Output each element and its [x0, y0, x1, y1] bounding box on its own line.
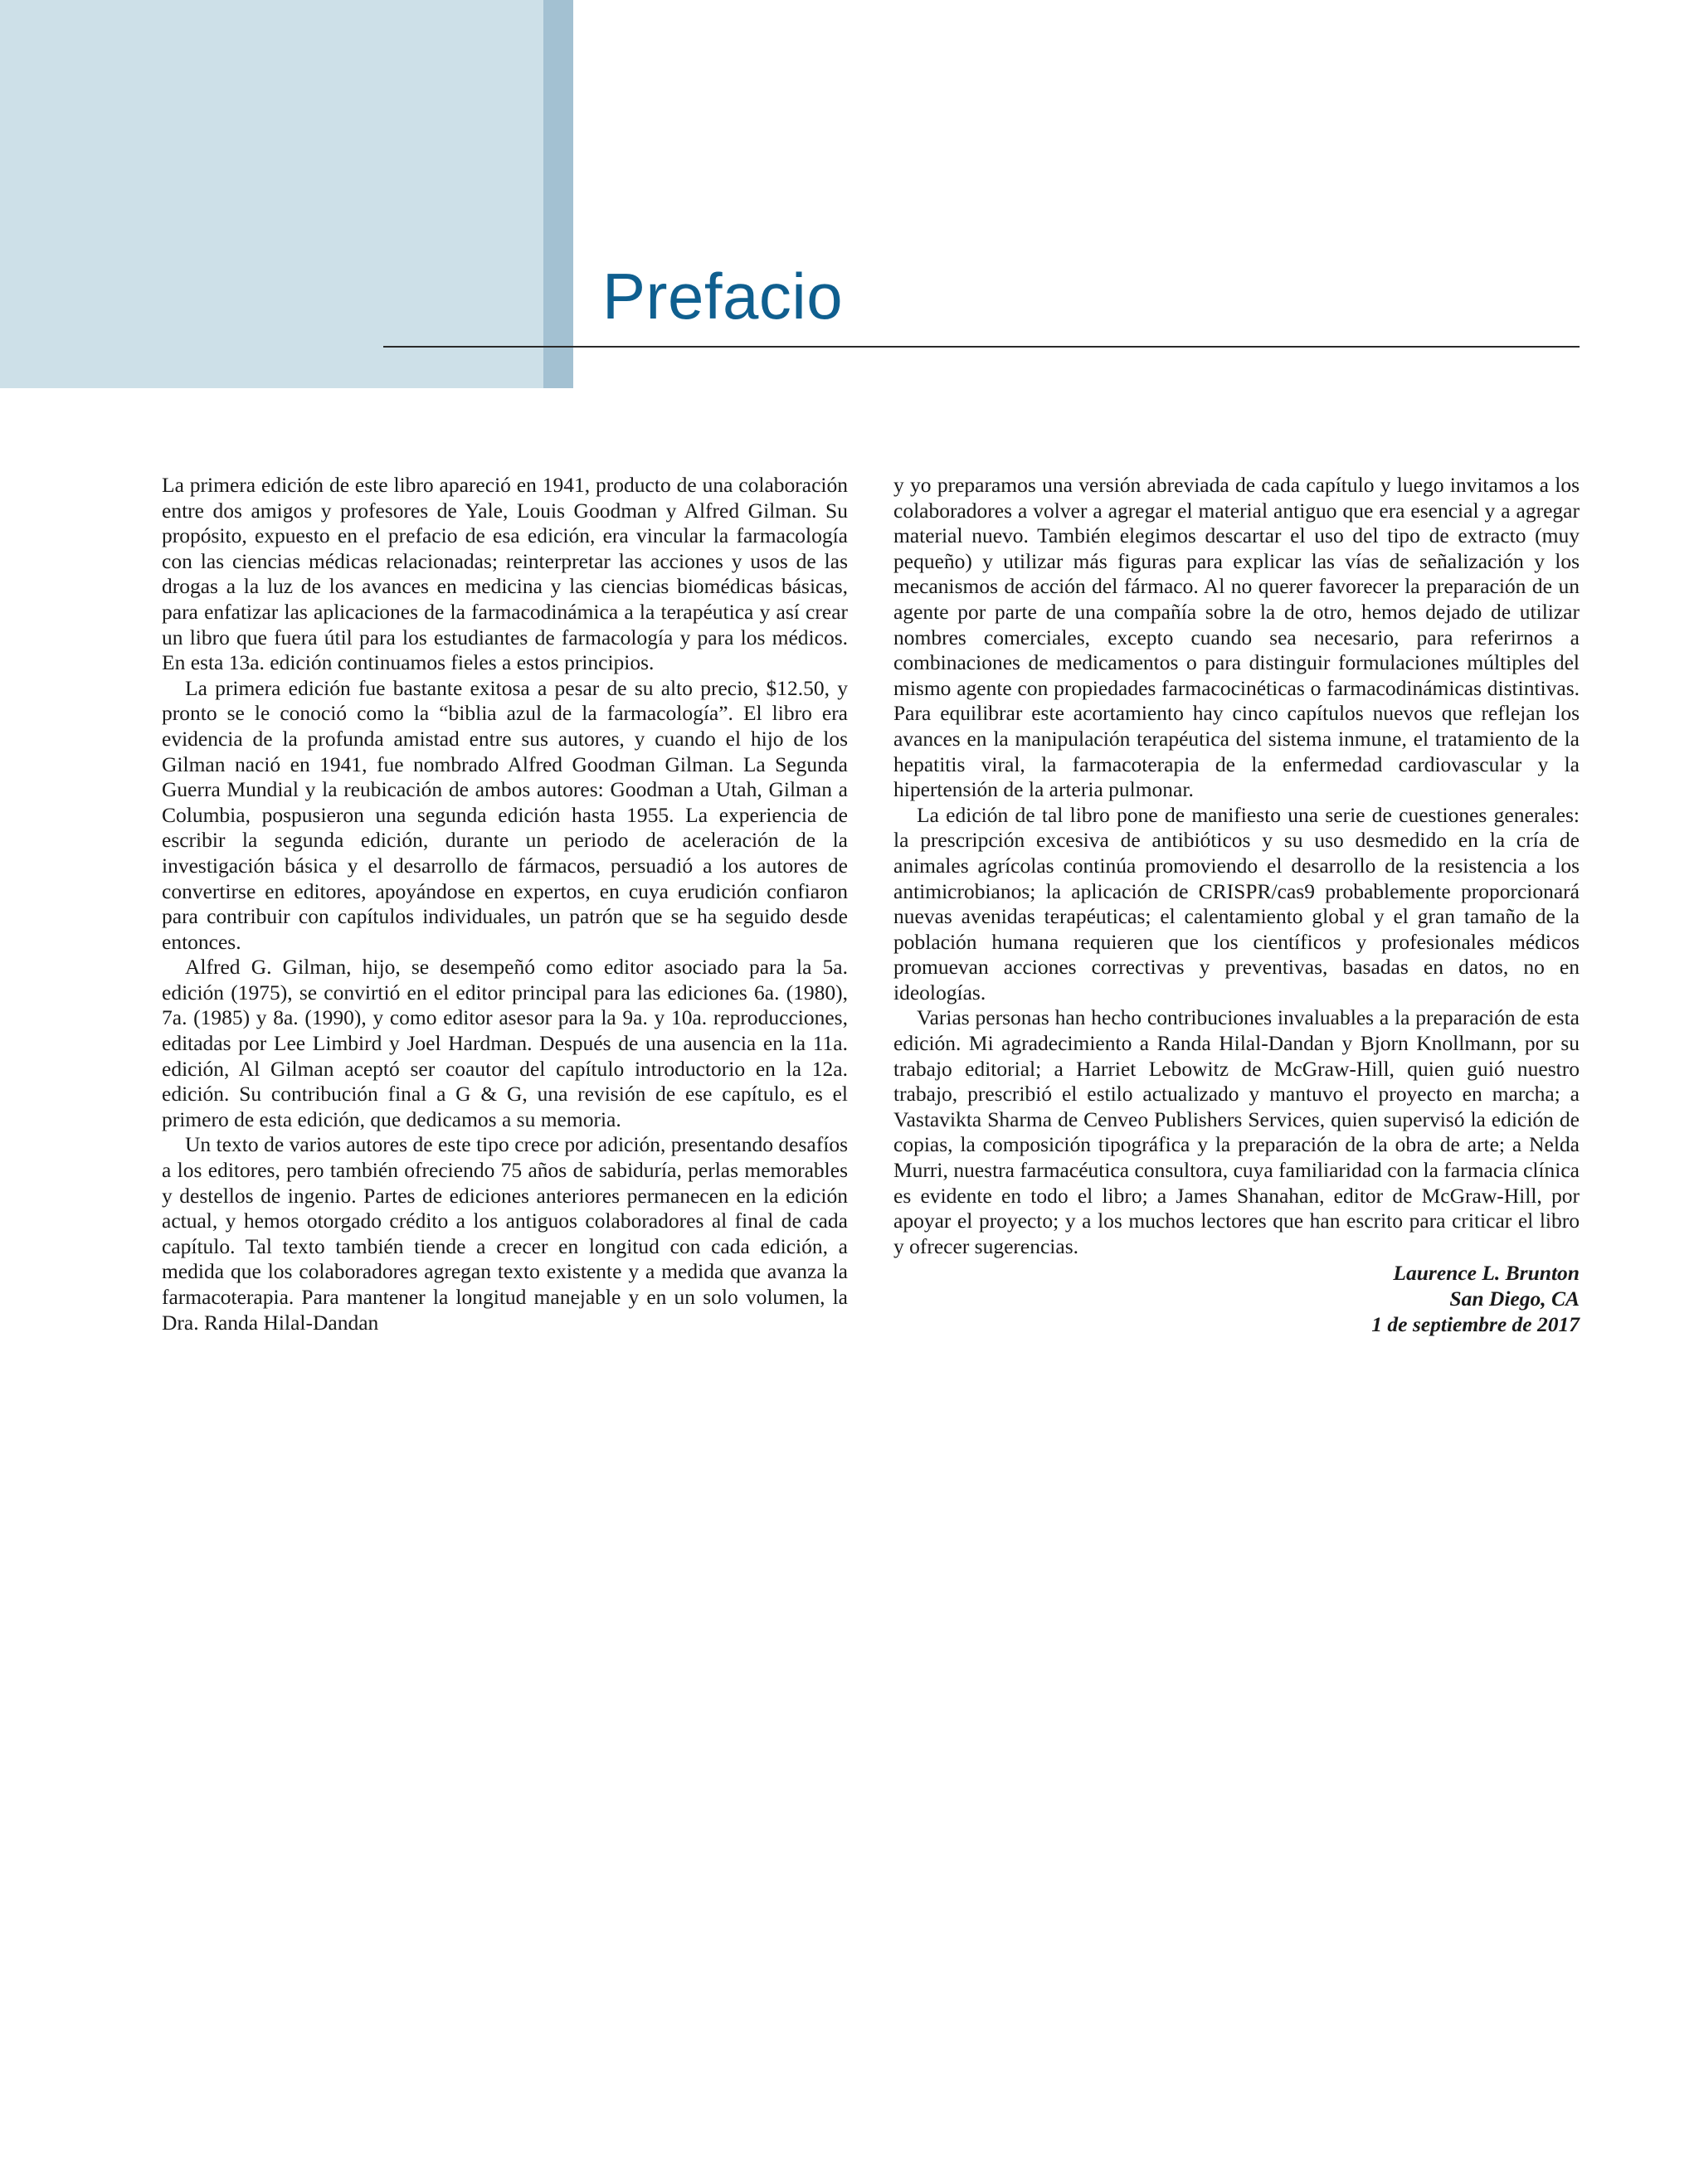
paragraph: Alfred G. Gilman, hijo, se desempeñó como editor asociado para la 5a. edición (1975), se convirtió en el editor principal para las ediciones 6a. (1980), 7a. (1985) y 8a. (1990), y como editor asesor para la 9a. y 10a. reproducciones, editadas por Lee Limbird y Joel Hardman. Después de una ausencia en la 11a. edición, Al Gilman aceptó ser coautor del capítulo introductorio en la 12a. edición. Su contribución final a G & G, una revisión de ese capítulo, es el primero de esta edición, que dedicamos a su memoria. — [162, 955, 848, 1131]
paragraph: Un texto de varios autores de este tipo crece por adición, presentando desafíos a los editores, pero también ofreciendo 75 años de sabiduría, perlas memorables y destellos de ingenio. Partes de ediciones anteriores permanecen en la edición actual, y hemos otorgado crédito a los antiguos colaboradores al final de cada capítulo. Tal texto también tiende a crecer en longitud con cada edición, a medida que los colaboradores agregan texto existente y a medida que avanza la farmacoterapia. Para mantener la longitud manejable y en un solo volumen, la Dra. Randa Hilal-Dandan — [162, 1132, 848, 1335]
left-column — [162, 473, 848, 1335]
paragraph: Varias personas han hecho contribuciones invaluables a la preparación de esta edición. Mi agradecimiento a Randa Hilal-Dandan y Bjorn Knollmann, por su trabajo editorial; a Harriet Lebowitz de McGraw-Hill, quien guió nuestro trabajo, prescribió el estilo actualizado y mantuvo el proyecto en marcha; a Vastavikta Sharma de Cenveo Publishers Services, quien supervisó la edición de copias, la composición tipográfica y la preparación de la obra de arte; a Nelda Murri, nuestra farmacéutica consultora, cuya familiaridad con la farmacia clínica es evidente en todo el libro; a James Shanahan, editor de McGraw-Hill, por apoyar el proyecto; y a los muchos lectores que han escrito para criticar el libro y ofrecer sugerencias. — [893, 1005, 1580, 1258]
signature-date: 1 de septiembre de 2017 — [1371, 1311, 1580, 1336]
paragraph: La primera edición fue bastante exitosa a pesar de su alto precio, $12.50, y pronto se le conoció como la “biblia azul de la farmacología”. El libro era evidencia de la profunda amistad entre sus autores, y cuando el hijo de los Gilman nació en 1941, fue nombrado Alfred Goodman Gilman. La Segunda Guerra Mundial y la reubicación de ambos autores: Goodman a Utah, Gilman a Columbia, pospusieron una segunda edición hasta 1955. La experiencia de escribir la segunda edición, durante un periodo de aceleración de la investigación básica y el desarrollo de fármacos, persuadió a los autores de convertirse en editores, apoyándose en expertos, en cuya erudición confiaron para contribuir con capítulos individuales, un patrón que se ha seguido desde entonces. — [162, 675, 848, 954]
title-underline — [383, 346, 1580, 348]
signature-place: San Diego, CA — [1449, 1287, 1580, 1311]
page-title: Prefacio — [602, 260, 844, 333]
signature-name: Laurence L. Brunton — [1393, 1261, 1580, 1286]
paragraph: La edición de tal libro pone de manifiesto una serie de cuestiones generales: la prescripción excesiva de antibióticos y su uso desmedido en la cría de animales agrícolas continúa promoviendo el desarrollo de la resistencia a los antimicrobianos; la aplicación de CRISPR/cas9 probablemente proporcionará nuevas avenidas terapéuticas; el calentamiento global y el gran tamaño de la población humana requieren que los científicos y profesionales médicos promuevan acciones correctivas y preventivas, basadas en datos, no en ideologías. — [893, 802, 1580, 1004]
signature-block — [893, 1261, 1580, 1337]
paragraph: La primera edición de este libro apareció en 1941, producto de una colaboración entre dos amigos y profesores de Yale, Louis Goodman y Alfred Gilman. Su propósito, expuesto en el prefacio de esa edición, era vincular la farmacología con las ciencias médicas relacionadas; reinterpretar las acciones y usos de las drogas a la luz de los avances en medicina y las ciencias biomédicas básicas, para enfatizar las aplicaciones de la farmacodinámica a la terapéutica y así crear un libro que fuera útil para los estudiantes de farmacología y para los médicos. En esta 13a. edición continuamos fieles a estos principios. — [162, 473, 848, 675]
paragraph: y yo preparamos una versión abreviada de cada capítulo y luego invitamos a los colaboradores a volver a agregar el material antiguo que era esencial y a agregar material nuevo. También elegimos descartar el uso del tipo de extracto (muy pequeño) y utilizar más figuras para explicar las vías de señalización y los mecanismos de acción del fármaco. Al no querer favorecer la preparación de un agente por parte de una compañía sobre la de otro, hemos dejado de utilizar nombres comerciales, excepto cuando sea necesario, para referirnos a combinaciones de medicamentos o para distinguir formulaciones múltiples del mismo agente con propiedades farmacocinéticas o farmacodinámicas distintivas. Para equilibrar este acortamiento hay cinco capítulos nuevos que reflejan los avances en la manipulación terapéutica del sistema inmune, el tratamiento de la hepatitis viral, la farmacoterapia de la enfermedad cardiovascular y la hipertensión de la arteria pulmonar. — [893, 473, 1580, 802]
header-accent-stripe — [543, 0, 573, 388]
right-column — [893, 473, 1580, 1337]
header-color-block — [0, 0, 543, 388]
